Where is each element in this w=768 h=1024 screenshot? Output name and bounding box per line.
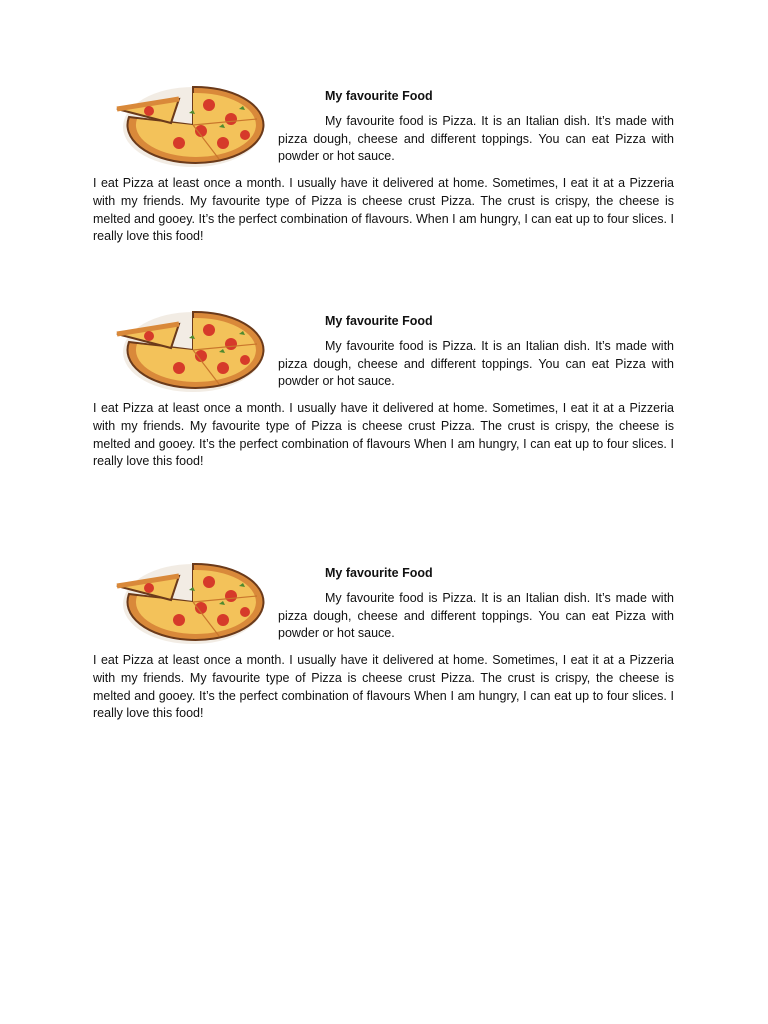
pizza-illustration bbox=[109, 73, 267, 173]
body-paragraph: I eat Pizza at least once a month. I usually have it delivered at home. Sometimes, I eat it at a Pizzeria with my friends. My favourite type of Pizza is cheese crust Pizza. The crust is crispy, the cheese is melted and gooey. It’s the perfect combination of flavours When I am hungry, I can eat up to four slices. I really love this food! bbox=[93, 401, 674, 469]
pizza-illustration bbox=[109, 298, 267, 398]
body-paragraph: I eat Pizza at least once a month. I usually have it delivered at home. Sometimes, I eat it at a Pizzeria with my friends. My favourite type of Pizza is cheese crust Pizza. The crust is crispy, the cheese is melted and gooey. It’s the perfect combination of flavours. When I am hungry, I can eat up to four slices. I really love this food! bbox=[93, 176, 674, 244]
pizza-icon bbox=[109, 298, 267, 398]
body-paragraph: I eat Pizza at least once a month. I usually have it delivered at home. Sometimes, I eat it at a Pizzeria with my friends. My favourite type of Pizza is cheese crust Pizza. The crust is crispy, the cheese is melted and gooey. It’s the perfect combination of flavours When I am hungry, I can eat up to four slices. I really love this food! bbox=[93, 653, 674, 721]
pizza-illustration bbox=[109, 550, 267, 650]
section-title: My favourite Food bbox=[325, 89, 433, 103]
pizza-icon bbox=[109, 550, 267, 650]
section-title: My favourite Food bbox=[325, 566, 433, 580]
intro-paragraph: My favourite food is Pizza. It is an Italian dish. It’s made with pizza dough, cheese and different toppings. You can eat Pizza with powder or hot sauce. bbox=[278, 591, 674, 641]
intro-paragraph: My favourite food is Pizza. It is an Italian dish. It’s made with pizza dough, cheese and different toppings. You can eat Pizza with powder or hot sauce. bbox=[278, 114, 674, 164]
pizza-icon bbox=[109, 73, 267, 173]
intro-paragraph: My favourite food is Pizza. It is an Italian dish. It’s made with pizza dough, cheese and different toppings. You can eat Pizza with powder or hot sauce. bbox=[278, 339, 674, 389]
section-title: My favourite Food bbox=[325, 314, 433, 328]
